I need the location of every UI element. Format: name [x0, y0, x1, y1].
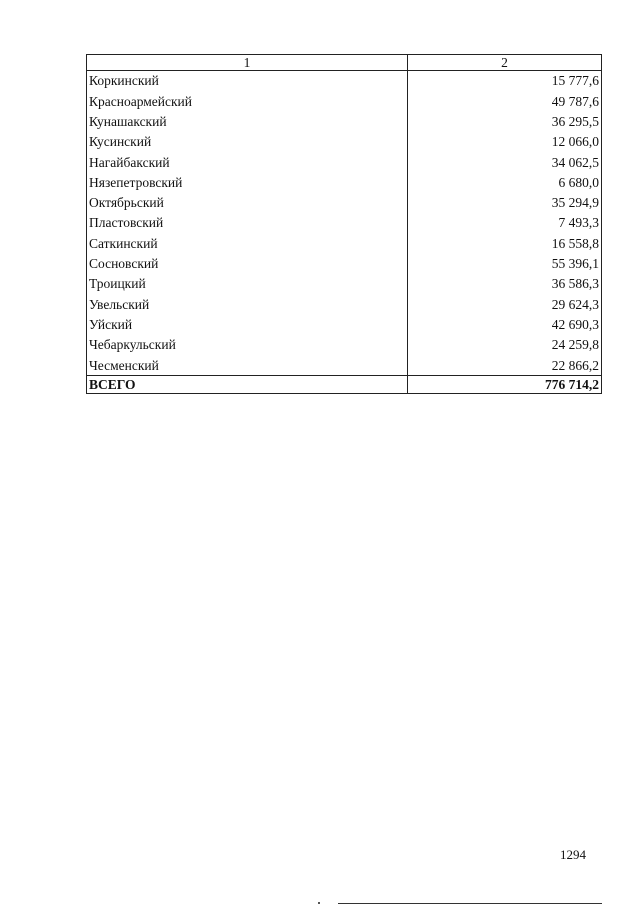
district-name-cell: Красноармейский: [87, 91, 408, 111]
footer-mark: [318, 902, 320, 904]
amount-cell: 24 259,8: [408, 335, 602, 355]
amount-cell: 22 866,2: [408, 355, 602, 376]
table-row: [87, 355, 602, 376]
total-label-cell: ВСЕГО: [87, 376, 408, 394]
table-row: [87, 91, 602, 111]
district-name-cell: Чебаркульский: [87, 335, 408, 355]
district-name-cell: Уйский: [87, 315, 408, 335]
district-name-cell: Сосновский: [87, 254, 408, 274]
footer-rule: [338, 903, 602, 904]
district-name-cell: Кунашакский: [87, 112, 408, 132]
table-row: [87, 112, 602, 132]
amount-cell: 36 586,3: [408, 274, 602, 294]
district-name-cell: Увельский: [87, 294, 408, 314]
allocation-table: [86, 54, 602, 394]
district-name-cell: Нагайбакский: [87, 152, 408, 172]
table-row: [87, 213, 602, 233]
amount-cell: 49 787,6: [408, 91, 602, 111]
district-name-cell: Троицкий: [87, 274, 408, 294]
table-row: [87, 71, 602, 92]
district-name-cell: Коркинский: [87, 71, 408, 92]
table-row: [87, 274, 602, 294]
amount-cell: 34 062,5: [408, 152, 602, 172]
total-amount-cell: 776 714,2: [408, 376, 602, 394]
table-row: [87, 254, 602, 274]
amount-cell: 12 066,0: [408, 132, 602, 152]
amount-cell: 6 680,0: [408, 172, 602, 192]
page-number: 1294: [560, 847, 586, 862]
table-row: [87, 172, 602, 192]
table-row: [87, 335, 602, 355]
district-name-cell: Чесменский: [87, 355, 408, 376]
amount-cell: 36 295,5: [408, 112, 602, 132]
amount-cell: 42 690,3: [408, 315, 602, 335]
amount-cell: 29 624,3: [408, 294, 602, 314]
total-row: [87, 376, 602, 394]
table-row: [87, 315, 602, 335]
amount-cell: 16 558,8: [408, 233, 602, 253]
district-name-cell: Нязепетровский: [87, 172, 408, 192]
table-row: [87, 294, 602, 314]
district-name-cell: Саткинский: [87, 233, 408, 253]
amount-cell: 55 396,1: [408, 254, 602, 274]
table-header-row: [87, 55, 602, 71]
table-row: [87, 193, 602, 213]
table-row: [87, 233, 602, 253]
district-name-cell: Октябрьский: [87, 193, 408, 213]
table-row: [87, 132, 602, 152]
amount-cell: 35 294,9: [408, 193, 602, 213]
table-row: [87, 152, 602, 172]
amount-cell: 7 493,3: [408, 213, 602, 233]
district-name-cell: Пластовский: [87, 213, 408, 233]
column-header-1: 1: [87, 55, 408, 71]
table-body: [87, 71, 602, 394]
district-name-cell: Кусинский: [87, 132, 408, 152]
amount-cell: 15 777,6: [408, 71, 602, 92]
column-header-2: 2: [408, 55, 602, 71]
